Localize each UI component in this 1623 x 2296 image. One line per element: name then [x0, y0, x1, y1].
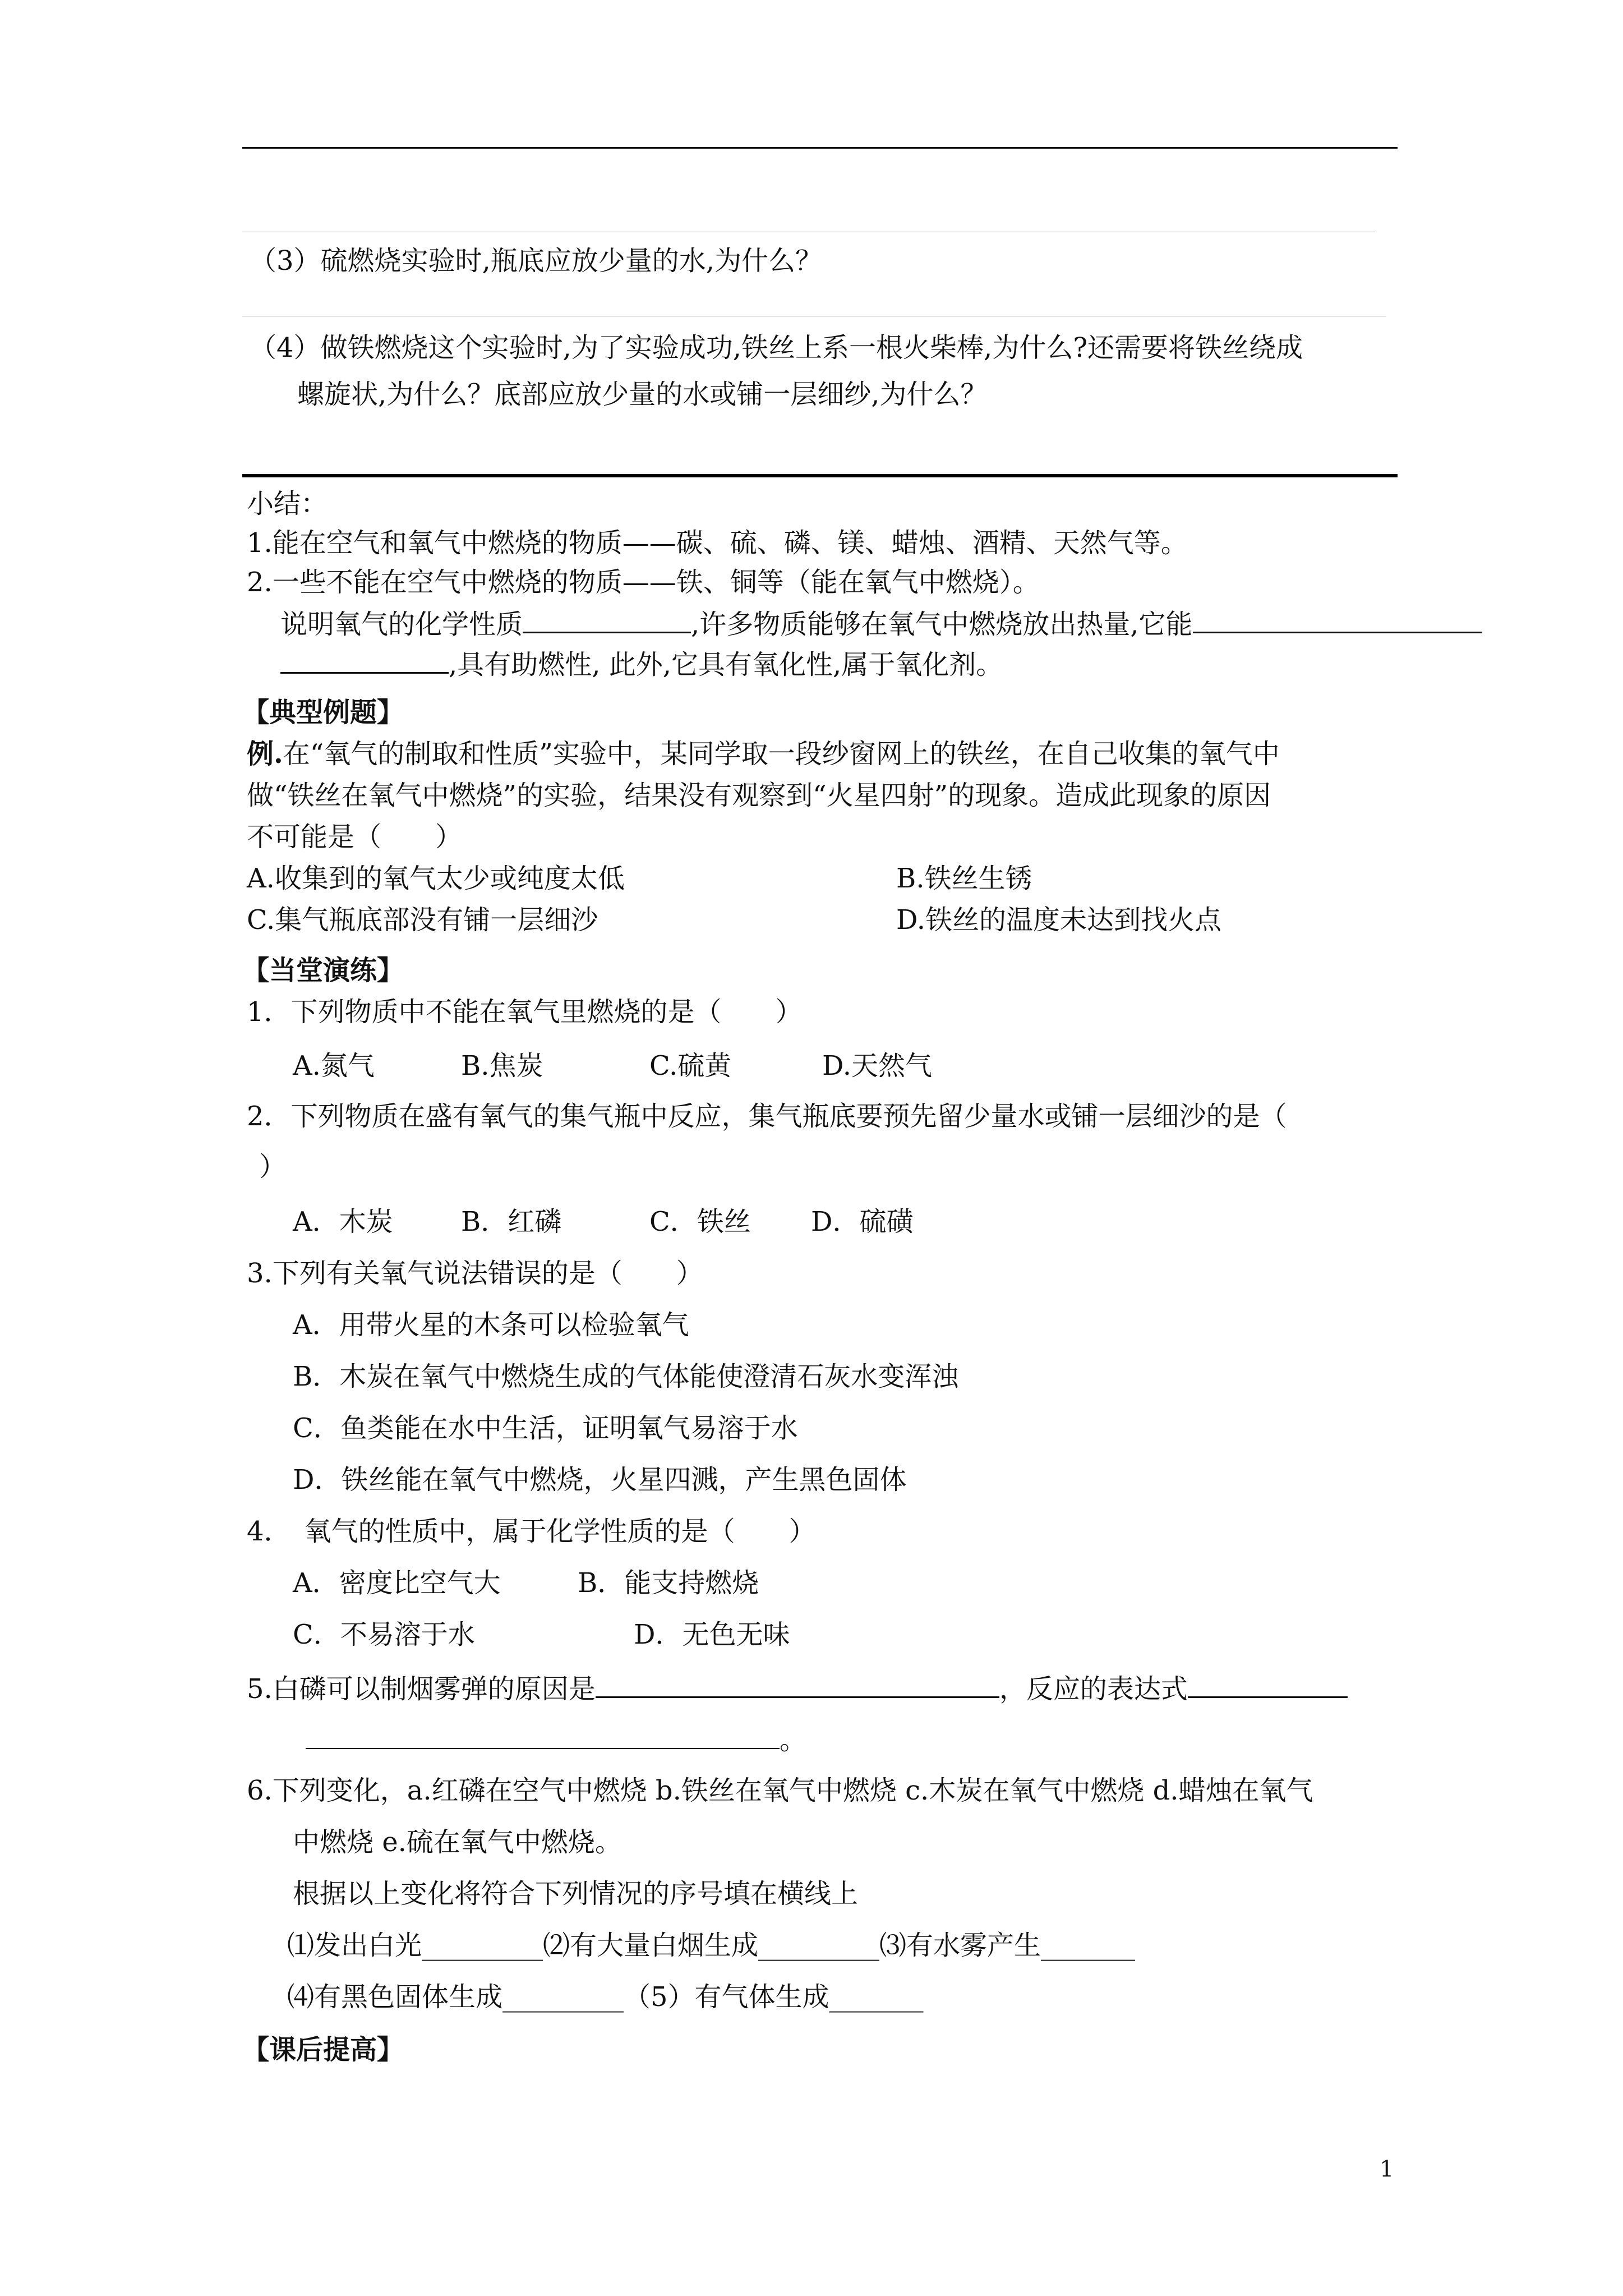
- practice-q1: 1．下列物质中不能在氧气里燃烧的是（ ）: [247, 996, 803, 1028]
- practice-q1-option: A.氮气: [293, 1050, 375, 1082]
- practice-q1-option: C.硫黄: [649, 1050, 732, 1082]
- question-3: （3）硫燃烧实验时,瓶底应放少量的水,为什么？: [250, 245, 823, 277]
- practice-q3-option: C．鱼类能在水中生活，证明氧气易溶于水: [293, 1412, 798, 1444]
- example-label: 例.: [247, 738, 283, 770]
- example-option-a: A.收集到的氧气太少或纯度太低: [247, 863, 625, 894]
- practice-q5-end: 。: [780, 1724, 807, 1756]
- practice-q3-option: B．木炭在氧气中燃烧生成的气体能使澄清石灰水变浑浊: [293, 1361, 959, 1392]
- header-rule: [242, 147, 1398, 149]
- practice-q6-line1: 6.下列变化，a.红磷在空气中燃烧 b.铁丝在氧气中燃烧 c.木炭在氧气中燃烧 d.蜡烛在氧气: [247, 1775, 1313, 1806]
- practice-q4: 4． 氧气的性质中，属于化学性质的是（ ）: [247, 1516, 816, 1547]
- example-line-2: 做“铁丝在氧气中燃烧”的实验，结果没有观察到“火星四射”的现象。造成此现象的原因: [247, 780, 1271, 811]
- practice-q5-b: ，反应的表达式: [999, 1673, 1188, 1705]
- practice-q3-option: D．铁丝能在氧气中燃烧，火星四溅，产生黑色固体: [293, 1464, 907, 1496]
- summary-title: 小结：: [247, 488, 328, 519]
- practice-q4-option: D．无色无味: [634, 1619, 790, 1650]
- example-heading: 【典型例题】: [242, 697, 404, 728]
- example-option-b: B.铁丝生锈: [896, 863, 1032, 894]
- summary-line-4: [280, 645, 1003, 682]
- example-option-d: D.铁丝的温度未达到找火点: [896, 904, 1222, 936]
- practice-q5-a: 5.白磷可以制烟雾弹的原因是: [247, 1673, 596, 1705]
- summary-line3-b: ,许多物质能够在氧气中燃烧放出热量,它能: [691, 609, 1193, 640]
- question-4-line1: （4）做铁燃烧这个实验时,为了实验成功,铁丝上系一根火柴棒,为什么?还需要将铁丝绕成: [250, 332, 1303, 364]
- practice-q5-line1: [247, 1669, 1348, 1706]
- fill-blank[interactable]: [1188, 1669, 1348, 1698]
- example-option-c: C.集气瓶底部没有铺一层细沙: [247, 904, 598, 936]
- summary-rule: [242, 474, 1398, 477]
- practice-q6-line4: ⑴发出白光_________⑵有大量白烟生成_________⑶有水雾产生_______: [287, 1930, 1136, 1961]
- summary-item-2: 2.一些不能在空气中燃烧的物质——铁、铜等（能在氧气中燃烧）。: [247, 567, 1040, 598]
- fill-blank[interactable]: [596, 1669, 999, 1698]
- practice-q3: 3.下列有关氧气说法错误的是（ ）: [247, 1258, 703, 1289]
- practice-q4-option: A．密度比空气大: [293, 1567, 501, 1599]
- practice-q2-option: B．红磷: [461, 1206, 562, 1237]
- practice-q2-line2: ）: [259, 1151, 287, 1182]
- practice-q2-option: C．铁丝: [649, 1206, 751, 1237]
- summary-line3-a: 说明氧气的化学性质: [280, 609, 523, 640]
- summary-line-3: [280, 605, 1482, 641]
- summary-line4: ,具有助燃性, 此外,它具有氧化性,属于氧化剂。: [449, 649, 1003, 680]
- practice-q4-option: C．不易溶于水: [293, 1619, 475, 1650]
- example-line-1: [247, 737, 1280, 771]
- after-class-heading: 【课后提高】: [242, 2034, 404, 2065]
- practice-q5-line2: [306, 1721, 806, 1757]
- practice-q2-line1: 2．下列物质在盛有氧气的集气瓶中反应，集气瓶底要预先留少量水或铺一层细沙的是（: [247, 1101, 1287, 1132]
- practice-q4-option: B．能支持燃烧: [578, 1567, 759, 1599]
- example-text-1: 在“氧气的制取和性质”实验中，某同学取一段纱窗网上的铁丝，在自己收集的氧气中: [283, 738, 1280, 770]
- practice-q2-option: A．木炭: [293, 1206, 393, 1237]
- fill-blank[interactable]: [1193, 605, 1482, 633]
- practice-q1-option: D.天然气: [822, 1050, 933, 1082]
- practice-q1-option: B.焦炭: [461, 1050, 543, 1082]
- practice-q6-line3: 根据以上变化将符合下列情况的序号填在横线上: [293, 1878, 859, 1910]
- example-line-3: 不可能是（ ）: [247, 821, 463, 853]
- fill-blank[interactable]: [280, 645, 449, 674]
- practice-q6-line5: ⑷有黑色固体生成_________（5）有气体生成_______: [287, 1981, 924, 2013]
- practice-q2-option: D．硫磺: [811, 1206, 914, 1237]
- fill-blank[interactable]: [523, 605, 691, 633]
- practice-q3-option: A．用带火星的木条可以检验氧气: [293, 1309, 689, 1341]
- page-number: 1: [1380, 2156, 1394, 2182]
- practice-q6-line2: 中燃烧 e.硫在氧气中燃烧。: [293, 1826, 622, 1858]
- fill-blank[interactable]: [306, 1721, 780, 1749]
- practice-heading: 【当堂演练】: [242, 955, 404, 986]
- summary-item-1: 1.能在空气和氧气中燃烧的物质——碳、硫、磷、镁、蜡烛、酒精、天然气等。: [247, 527, 1188, 559]
- question-4-line2: 螺旋状,为什么？底部应放少量的水或铺一层细纱,为什么？: [297, 379, 988, 410]
